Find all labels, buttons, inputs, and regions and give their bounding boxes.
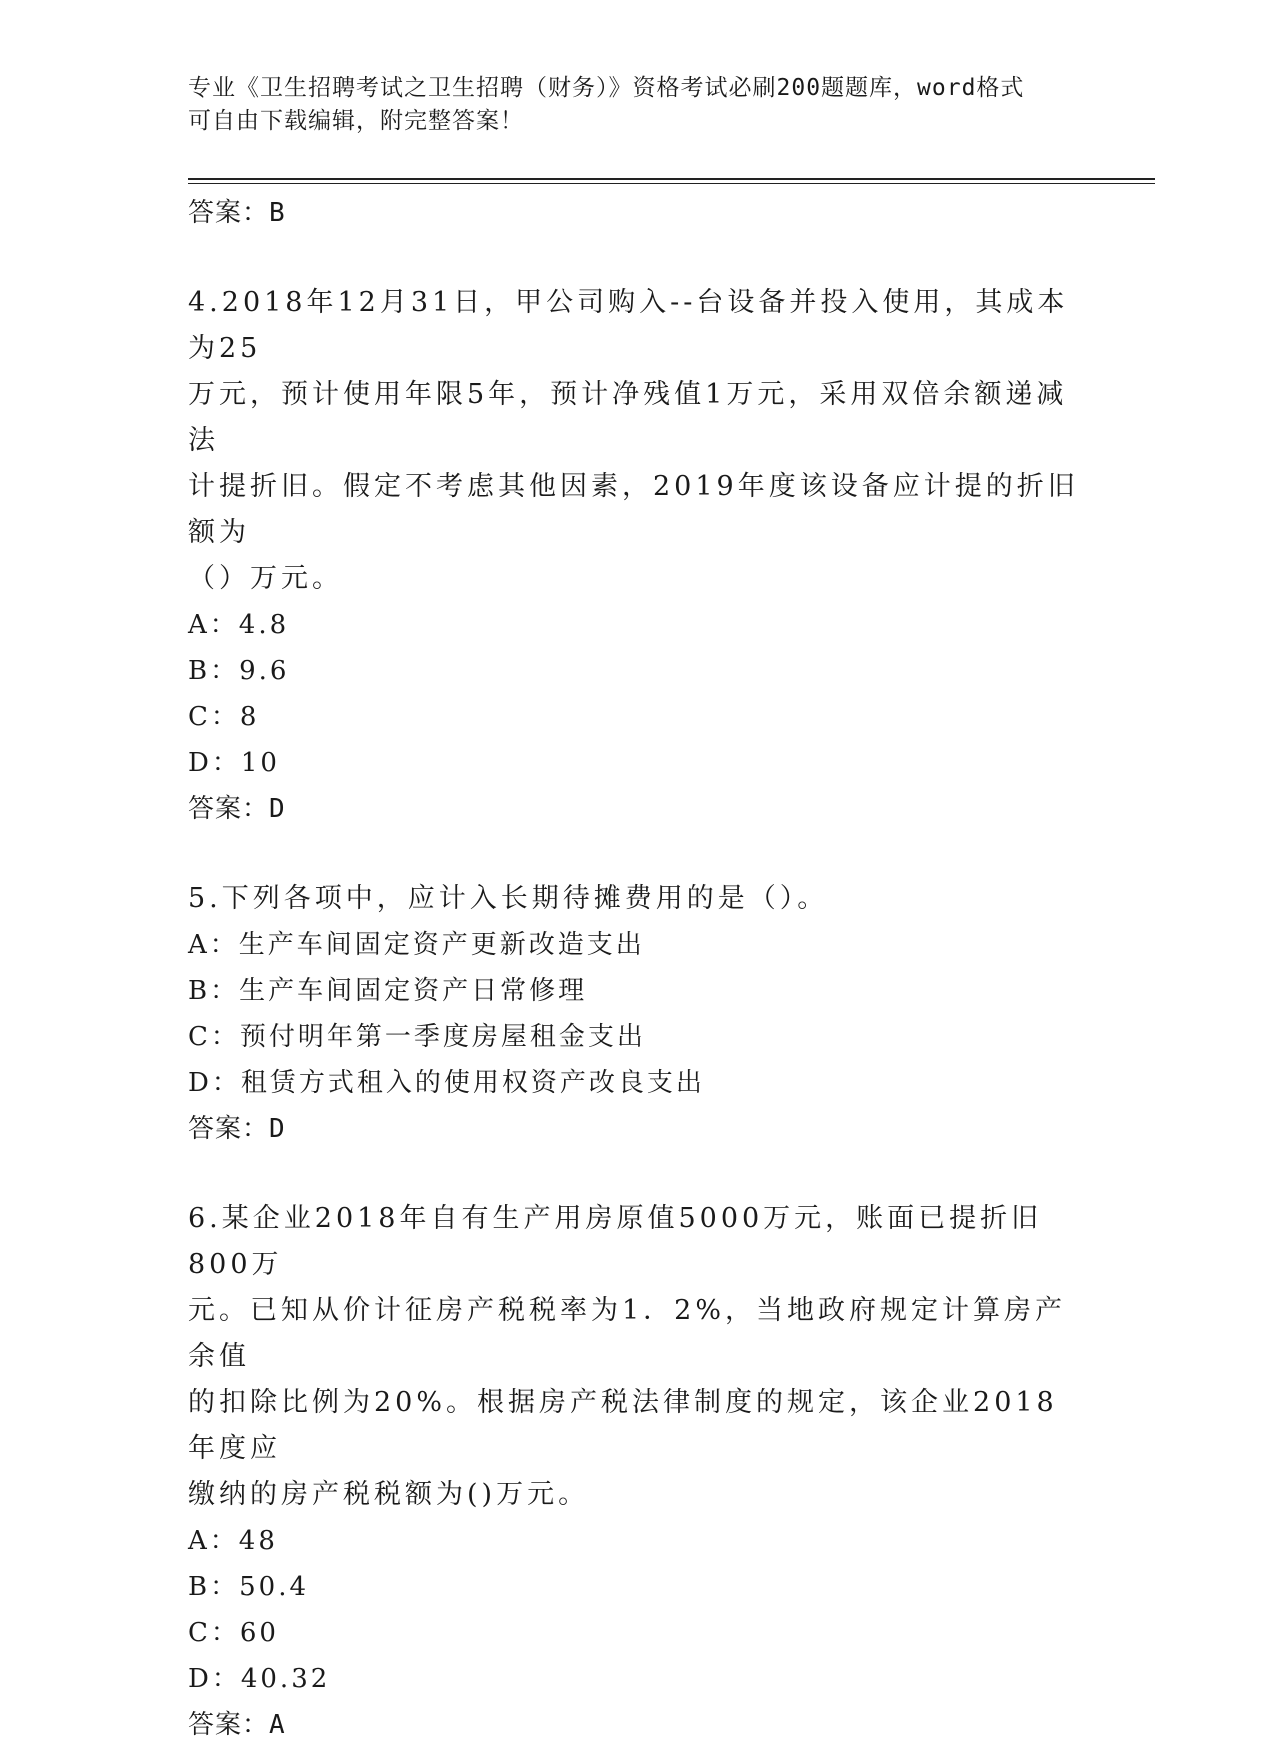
question-4-answer: 答案：D [188, 794, 286, 824]
spacer [188, 1152, 1088, 1196]
question-6-option-c: C：60 [188, 1618, 279, 1648]
question-5 [188, 876, 1088, 1152]
header-rule-thick [188, 178, 1155, 180]
question-4-option-b: B：9.6 [188, 656, 290, 686]
question-5-option-c: C：预付明年第一季度房屋租金支出 [188, 1022, 646, 1052]
document-header [188, 72, 1088, 138]
question-4-option-a: A：4.8 [188, 610, 290, 640]
question-6-stem-line-4: 缴纳的房产税税额为()万元。 [188, 1479, 590, 1510]
previous-question-answer: 答案：B [188, 198, 286, 228]
question-5-answer: 答案：D [188, 1114, 286, 1144]
question-5-option-a: A：生产车间固定资产更新改造支出 [188, 930, 645, 960]
question-5-stem-line-1: 5.下列各项中，应计入长期待摊费用的是（）。 [188, 883, 829, 914]
question-5-option-b: B：生产车间固定资产日常修理 [188, 976, 588, 1006]
question-6 [188, 1196, 1088, 1748]
spacer [188, 832, 1088, 876]
question-6-stem-line-3: 的扣除比例为20%。根据房产税法律制度的规定，该企业2018年度应 [188, 1387, 1058, 1464]
spacer [188, 236, 1088, 280]
question-4-stem-line-4: （）万元。 [188, 563, 343, 594]
question-4-stem-line-1: 4.2018年12月31日，甲公司购入--台设备并投入使用，其成本为25 [188, 287, 1069, 364]
question-6-option-b: B：50.4 [188, 1572, 309, 1602]
question-4 [188, 280, 1088, 832]
question-4-stem-line-3: 计提折旧。假定不考虑其他因素，2019年度该设备应计提的折旧额为 [188, 471, 1079, 548]
question-list [188, 188, 1088, 1748]
header-rule-thin [188, 183, 1155, 184]
question-6-stem-line-1: 6.某企业2018年自有生产用房原值5000万元，账面已提折旧800万 [188, 1203, 1043, 1280]
header-title-line-1: 专业《卫生招聘考试之卫生招聘（财务）》资格考试必刷200题题库，word格式 [188, 75, 1025, 101]
question-5-option-d: D：租赁方式租入的使用权资产改良支出 [188, 1068, 705, 1098]
question-6-answer: 答案：A [188, 1710, 286, 1740]
question-4-option-c: C：8 [188, 702, 260, 732]
question-6-option-a: A：48 [188, 1526, 278, 1556]
header-title-line-2: 可自由下载编辑，附完整答案！ [188, 108, 524, 134]
question-6-stem-line-2: 元。已知从价计征房产税税率为1．2%，当地政府规定计算房产余值 [188, 1295, 1067, 1372]
question-4-stem-line-2: 万元，预计使用年限5年，预计净残值1万元，采用双倍余额递减法 [188, 379, 1068, 456]
question-6-option-d: D：40.32 [188, 1664, 331, 1694]
question-4-option-d: D：10 [188, 748, 280, 778]
